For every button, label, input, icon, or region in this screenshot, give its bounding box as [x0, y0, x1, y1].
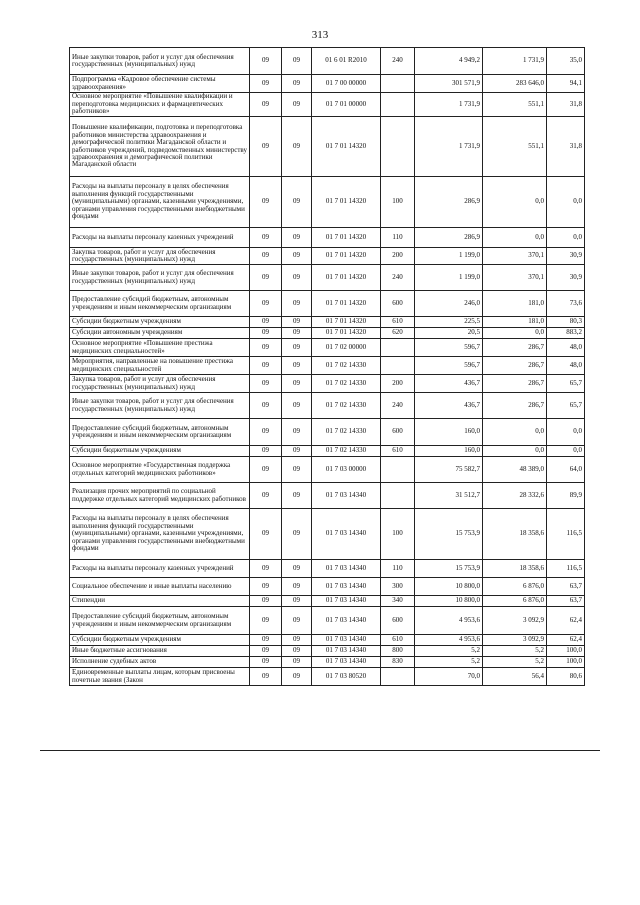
row-section: 09: [250, 228, 282, 248]
row-expense-type: 300: [381, 578, 415, 596]
row-subsection: 09: [282, 509, 312, 560]
table-row: [70, 457, 585, 483]
row-percent-executed: 73,6: [547, 291, 585, 317]
table-row: [70, 75, 585, 93]
row-planned-amount: 31 512,7: [415, 483, 483, 509]
row-target-article: 01 7 03 14340: [312, 578, 381, 596]
row-name: Иные закупки товаров, работ и услуг для обеспечения государственных (муниципальных) нужд: [70, 393, 250, 419]
row-target-article: 01 7 02 00000: [312, 339, 381, 357]
row-executed-amount: 56,4: [483, 668, 547, 686]
row-name: Основное мероприятие «Государственная поддержка отдельных категорий медицинских работников»: [70, 457, 250, 483]
row-executed-amount: 286,7: [483, 357, 547, 375]
row-planned-amount: 160,0: [415, 446, 483, 457]
row-expense-type: 110: [381, 560, 415, 578]
table-row: [70, 596, 585, 607]
row-section: 09: [250, 265, 282, 291]
row-name: Основное мероприятие «Повышение престижа медицинских специальностей»: [70, 339, 250, 357]
row-planned-amount: 596,7: [415, 357, 483, 375]
row-expense-type: 600: [381, 419, 415, 446]
row-name: Единовременные выплаты лицам, которым присвоены почетные звания (Закон: [70, 668, 250, 686]
row-percent-executed: 100,0: [547, 657, 585, 668]
table-row: [70, 483, 585, 509]
table-row: [70, 117, 585, 177]
row-percent-executed: 48,0: [547, 339, 585, 357]
row-subsection: 09: [282, 75, 312, 93]
row-target-article: 01 7 01 14320: [312, 117, 381, 177]
table-row: [70, 578, 585, 596]
row-percent-executed: 31,8: [547, 117, 585, 177]
table-row: [70, 357, 585, 375]
row-name: Субсидии бюджетным учреждениям: [70, 635, 250, 646]
row-percent-executed: 63,7: [547, 578, 585, 596]
row-expense-type: [381, 357, 415, 375]
row-percent-executed: 62,4: [547, 635, 585, 646]
row-section: 09: [250, 646, 282, 657]
row-subsection: 09: [282, 483, 312, 509]
row-percent-executed: 116,5: [547, 509, 585, 560]
row-target-article: 01 7 01 14320: [312, 248, 381, 265]
row-subsection: 09: [282, 596, 312, 607]
row-name: Субсидии бюджетным учреждениям: [70, 317, 250, 328]
row-section: 09: [250, 419, 282, 446]
row-percent-executed: 35,0: [547, 48, 585, 75]
row-target-article: 01 7 01 14320: [312, 265, 381, 291]
row-expense-type: [381, 75, 415, 93]
row-expense-type: [381, 339, 415, 357]
row-executed-amount: 1 731,9: [483, 48, 547, 75]
row-subsection: 09: [282, 393, 312, 419]
row-subsection: 09: [282, 668, 312, 686]
row-target-article: 01 7 03 14340: [312, 635, 381, 646]
row-expense-type: 240: [381, 393, 415, 419]
row-target-article: 01 7 03 14340: [312, 560, 381, 578]
row-subsection: 09: [282, 375, 312, 393]
row-expense-type: 100: [381, 177, 415, 228]
row-target-article: 01 7 02 14330: [312, 393, 381, 419]
row-section: 09: [250, 446, 282, 457]
table-row: [70, 228, 585, 248]
row-section: 09: [250, 393, 282, 419]
row-name: Стипендии: [70, 596, 250, 607]
row-target-article: 01 7 01 14320: [312, 228, 381, 248]
row-target-article: 01 7 01 14320: [312, 291, 381, 317]
row-name: Подпрограмма «Кадровое обеспечение системы здравоохранения»: [70, 75, 250, 93]
row-target-article: 01 7 03 14340: [312, 607, 381, 635]
row-planned-amount: 301 571,9: [415, 75, 483, 93]
row-subsection: 09: [282, 265, 312, 291]
row-target-article: 01 7 01 00000: [312, 93, 381, 117]
table-row: [70, 291, 585, 317]
row-planned-amount: 286,9: [415, 177, 483, 228]
row-section: 09: [250, 509, 282, 560]
row-percent-executed: 883,2: [547, 328, 585, 339]
row-percent-executed: 63,7: [547, 596, 585, 607]
row-name: Расходы на выплаты персоналу в целях обеспечения выполнения функций государственными (муниципальными) органами, казенными учреждениями, органами управления государственными внебюджетными фондами: [70, 509, 250, 560]
table-row: [70, 328, 585, 339]
row-executed-amount: 0,0: [483, 177, 547, 228]
row-executed-amount: 283 646,0: [483, 75, 547, 93]
row-name: Предоставление субсидий бюджетным, автономным учреждениям и иным некоммерческим организациям: [70, 607, 250, 635]
row-expense-type: 340: [381, 596, 415, 607]
table-row: [70, 607, 585, 635]
row-subsection: 09: [282, 117, 312, 177]
row-section: 09: [250, 635, 282, 646]
row-name: Предоставление субсидий бюджетным, автономным учреждениям и иным некоммерческим организациям: [70, 291, 250, 317]
table-row: [70, 317, 585, 328]
row-executed-amount: 48 389,0: [483, 457, 547, 483]
table-row: [70, 446, 585, 457]
table-row: [70, 48, 585, 75]
row-subsection: 09: [282, 93, 312, 117]
row-target-article: 01 7 03 00000: [312, 457, 381, 483]
row-name: Предоставление субсидий бюджетным, автономным учреждениям и иным некоммерческим организациям: [70, 419, 250, 446]
table-row: [70, 393, 585, 419]
row-target-article: 01 7 00 00000: [312, 75, 381, 93]
row-target-article: 01 6 01 R2010: [312, 48, 381, 75]
row-planned-amount: 5,2: [415, 646, 483, 657]
row-expense-type: 610: [381, 635, 415, 646]
row-expense-type: 600: [381, 607, 415, 635]
row-planned-amount: 10 800,0: [415, 596, 483, 607]
row-planned-amount: 436,7: [415, 393, 483, 419]
row-target-article: 01 7 03 14340: [312, 646, 381, 657]
row-expense-type: 240: [381, 48, 415, 75]
row-expense-type: 110: [381, 228, 415, 248]
row-name: Расходы на выплаты персоналу казенных учреждений: [70, 560, 250, 578]
table-row: [70, 560, 585, 578]
row-planned-amount: 596,7: [415, 339, 483, 357]
row-percent-executed: 0,0: [547, 446, 585, 457]
row-planned-amount: 70,0: [415, 668, 483, 686]
row-subsection: 09: [282, 177, 312, 228]
row-name: Исполнение судебных актов: [70, 657, 250, 668]
row-executed-amount: 3 092,9: [483, 635, 547, 646]
row-subsection: 09: [282, 635, 312, 646]
row-expense-type: 610: [381, 317, 415, 328]
row-section: 09: [250, 578, 282, 596]
row-name: Расходы на выплаты персоналу казенных учреждений: [70, 228, 250, 248]
table-body: [70, 48, 585, 686]
row-expense-type: [381, 93, 415, 117]
row-planned-amount: 160,0: [415, 419, 483, 446]
row-percent-executed: 100,0: [547, 646, 585, 657]
row-subsection: 09: [282, 328, 312, 339]
row-planned-amount: 20,5: [415, 328, 483, 339]
row-name: Иные закупки товаров, работ и услуг для обеспечения государственных (муниципальных) нужд: [70, 48, 250, 75]
row-section: 09: [250, 248, 282, 265]
row-subsection: 09: [282, 457, 312, 483]
table-row: [70, 177, 585, 228]
row-subsection: 09: [282, 339, 312, 357]
row-percent-executed: 30,9: [547, 265, 585, 291]
row-subsection: 09: [282, 446, 312, 457]
row-section: 09: [250, 117, 282, 177]
row-subsection: 09: [282, 248, 312, 265]
table-row: [70, 248, 585, 265]
row-executed-amount: 286,7: [483, 393, 547, 419]
row-expense-type: 620: [381, 328, 415, 339]
row-planned-amount: 225,5: [415, 317, 483, 328]
row-executed-amount: 0,0: [483, 446, 547, 457]
row-percent-executed: 0,0: [547, 419, 585, 446]
row-expense-type: 200: [381, 248, 415, 265]
row-percent-executed: 80,3: [547, 317, 585, 328]
table-row: [70, 419, 585, 446]
row-percent-executed: 62,4: [547, 607, 585, 635]
row-section: 09: [250, 560, 282, 578]
row-expense-type: 200: [381, 375, 415, 393]
row-expense-type: 240: [381, 265, 415, 291]
row-percent-executed: 65,7: [547, 375, 585, 393]
row-executed-amount: 5,2: [483, 657, 547, 668]
row-percent-executed: 0,0: [547, 177, 585, 228]
row-section: 09: [250, 339, 282, 357]
row-planned-amount: 4 953,6: [415, 635, 483, 646]
row-executed-amount: 18 358,6: [483, 509, 547, 560]
row-section: 09: [250, 317, 282, 328]
row-planned-amount: 5,2: [415, 657, 483, 668]
row-name: Основное мероприятие «Повышение квалификации и переподготовка медицинских и фармацевтических работников»: [70, 93, 250, 117]
row-executed-amount: 6 876,0: [483, 596, 547, 607]
row-name: Повышение квалификации, подготовка и переподготовка работников министерства здравоохранения и демографической политики Магаданской области и работников учреждений, подведомственных министерству здравоохранения и демографической политики Магаданской области: [70, 117, 250, 177]
row-executed-amount: 18 358,6: [483, 560, 547, 578]
row-percent-executed: 65,7: [547, 393, 585, 419]
row-executed-amount: 28 332,6: [483, 483, 547, 509]
row-expense-type: [381, 457, 415, 483]
row-target-article: 01 7 01 14320: [312, 317, 381, 328]
row-target-article: 01 7 02 14330: [312, 375, 381, 393]
row-section: 09: [250, 291, 282, 317]
row-target-article: 01 7 03 14340: [312, 483, 381, 509]
row-expense-type: [381, 668, 415, 686]
row-subsection: 09: [282, 646, 312, 657]
row-name: Субсидии автономным учреждениям: [70, 328, 250, 339]
row-expense-type: 830: [381, 657, 415, 668]
row-planned-amount: 4 953,6: [415, 607, 483, 635]
row-subsection: 09: [282, 578, 312, 596]
row-expense-type: 100: [381, 509, 415, 560]
row-planned-amount: 436,7: [415, 375, 483, 393]
row-expense-type: [381, 117, 415, 177]
row-expense-type: 610: [381, 446, 415, 457]
row-subsection: 09: [282, 657, 312, 668]
row-target-article: 01 7 02 14330: [312, 419, 381, 446]
row-target-article: 01 7 03 14340: [312, 509, 381, 560]
table-row: [70, 635, 585, 646]
row-executed-amount: 551,1: [483, 117, 547, 177]
row-name: Субсидии бюджетным учреждениям: [70, 446, 250, 457]
row-executed-amount: 181,0: [483, 317, 547, 328]
row-planned-amount: 1 199,0: [415, 265, 483, 291]
row-subsection: 09: [282, 419, 312, 446]
row-planned-amount: 15 753,9: [415, 560, 483, 578]
row-planned-amount: 15 753,9: [415, 509, 483, 560]
table-row: [70, 646, 585, 657]
row-percent-executed: 31,8: [547, 93, 585, 117]
table-row: [70, 265, 585, 291]
row-expense-type: 600: [381, 291, 415, 317]
row-subsection: 09: [282, 317, 312, 328]
row-section: 09: [250, 483, 282, 509]
table-row: [70, 93, 585, 117]
row-target-article: 01 7 03 80520: [312, 668, 381, 686]
table-row: [70, 339, 585, 357]
table-row: [70, 668, 585, 686]
row-subsection: 09: [282, 228, 312, 248]
row-executed-amount: 0,0: [483, 228, 547, 248]
row-target-article: 01 7 02 14330: [312, 446, 381, 457]
row-section: 09: [250, 328, 282, 339]
row-section: 09: [250, 75, 282, 93]
row-percent-executed: 30,9: [547, 248, 585, 265]
row-planned-amount: 1 731,9: [415, 93, 483, 117]
row-target-article: 01 7 02 14330: [312, 357, 381, 375]
row-executed-amount: 3 092,9: [483, 607, 547, 635]
row-section: 09: [250, 375, 282, 393]
row-expense-type: [381, 483, 415, 509]
row-section: 09: [250, 657, 282, 668]
row-percent-executed: 116,5: [547, 560, 585, 578]
row-section: 09: [250, 93, 282, 117]
page-number: 313: [311, 29, 329, 41]
row-name: Иные бюджетные ассигнования: [70, 646, 250, 657]
row-name: Реализация прочих мероприятий по социальной поддержке отдельных категорий медицинских работников: [70, 483, 250, 509]
row-executed-amount: 5,2: [483, 646, 547, 657]
row-planned-amount: 75 582,7: [415, 457, 483, 483]
row-section: 09: [250, 596, 282, 607]
row-executed-amount: 181,0: [483, 291, 547, 317]
row-section: 09: [250, 48, 282, 75]
row-section: 09: [250, 457, 282, 483]
row-expense-type: 800: [381, 646, 415, 657]
row-section: 09: [250, 607, 282, 635]
row-subsection: 09: [282, 560, 312, 578]
row-executed-amount: 0,0: [483, 328, 547, 339]
table-row: [70, 509, 585, 560]
budget-table: [69, 47, 585, 686]
row-percent-executed: 94,1: [547, 75, 585, 93]
row-executed-amount: 6 876,0: [483, 578, 547, 596]
row-percent-executed: 80,6: [547, 668, 585, 686]
row-name: Закупка товаров, работ и услуг для обеспечения государственных (муниципальных) нужд: [70, 375, 250, 393]
row-subsection: 09: [282, 357, 312, 375]
row-planned-amount: 4 949,2: [415, 48, 483, 75]
row-section: 09: [250, 668, 282, 686]
row-section: 09: [250, 357, 282, 375]
footer-rule: [40, 750, 600, 751]
row-planned-amount: 10 800,0: [415, 578, 483, 596]
row-name: Расходы на выплаты персоналу в целях обеспечения выполнения функций государственными (муниципальными) органами, казенными учреждениями, органами управления государственными внебюджетными фондами: [70, 177, 250, 228]
table-row: [70, 657, 585, 668]
row-target-article: 01 7 01 14320: [312, 177, 381, 228]
row-executed-amount: 370,1: [483, 248, 547, 265]
row-executed-amount: 286,7: [483, 375, 547, 393]
row-executed-amount: 286,7: [483, 339, 547, 357]
row-planned-amount: 246,0: [415, 291, 483, 317]
row-target-article: 01 7 01 14320: [312, 328, 381, 339]
row-planned-amount: 286,9: [415, 228, 483, 248]
row-target-article: 01 7 03 14340: [312, 596, 381, 607]
row-section: 09: [250, 177, 282, 228]
row-executed-amount: 551,1: [483, 93, 547, 117]
table-row: [70, 375, 585, 393]
row-subsection: 09: [282, 291, 312, 317]
row-planned-amount: 1 199,0: [415, 248, 483, 265]
row-name: Иные закупки товаров, работ и услуг для обеспечения государственных (муниципальных) нужд: [70, 265, 250, 291]
row-subsection: 09: [282, 607, 312, 635]
row-subsection: 09: [282, 48, 312, 75]
row-name: Мероприятия, направленные на повышение престижа медицинских специальностей: [70, 357, 250, 375]
row-percent-executed: 89,9: [547, 483, 585, 509]
row-planned-amount: 1 731,9: [415, 117, 483, 177]
row-name: Закупка товаров, работ и услуг для обеспечения государственных (муниципальных) нужд: [70, 248, 250, 265]
row-target-article: 01 7 03 14340: [312, 657, 381, 668]
row-executed-amount: 0,0: [483, 419, 547, 446]
row-executed-amount: 370,1: [483, 265, 547, 291]
row-percent-executed: 64,0: [547, 457, 585, 483]
row-percent-executed: 0,0: [547, 228, 585, 248]
row-name: Социальное обеспечение и иные выплаты населению: [70, 578, 250, 596]
row-percent-executed: 48,0: [547, 357, 585, 375]
